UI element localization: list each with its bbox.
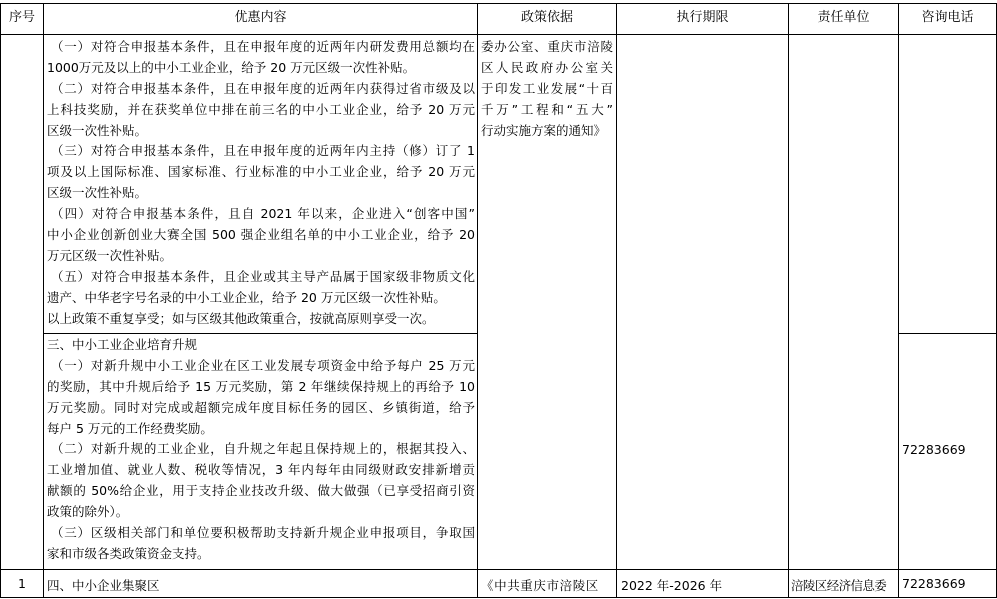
basis-line: 于印发工业发展“十百 <box>481 80 613 96</box>
text-line: 区级一次性补贴。 <box>47 185 148 201</box>
text-line: 中小企业创新创业大赛全国 500 强企业组名单的中小工业企业，给予 20 <box>47 227 475 243</box>
row1-content: 四、中小企业集聚区 <box>47 578 160 593</box>
header-phone: 咨询电话 <box>921 10 974 25</box>
text-line: （五）对符合申报基本条件，且企业或其主导产品属于国家级非物质文化 <box>51 268 475 284</box>
col-divider <box>0 3 1 598</box>
row-divider <box>0 569 997 570</box>
col-divider <box>43 3 44 598</box>
text-line: 万元区级一次性补贴。 <box>47 247 173 263</box>
text-line: 献额的 50%给企业，用于支持企业技改升级、做大做强（已享受招商引资 <box>47 483 475 499</box>
text-line: 家和市级各类政策资金支持。 <box>47 545 210 561</box>
text-line: 区级一次性补贴。 <box>47 122 148 138</box>
text-line: 政策的除外）。 <box>47 504 129 520</box>
col-divider <box>616 3 617 598</box>
basis-line: 千万”工程和“五大” <box>481 101 613 117</box>
text-line: 以上政策不重复享受；如与区级其他政策重合，按就高原则享受一次。 <box>47 310 435 326</box>
text-line: （三）对符合申报基本条件，且在申报年度的近两年内主持（修）订了 1 <box>51 143 475 159</box>
text-line: 上科技奖励，并在获奖单位中排在前三名的中小工业企业，给予 20 万元 <box>47 101 475 117</box>
row1-period: 2022 年-2026 年 <box>621 578 723 593</box>
text-line: 三、中小工业企业培育升规 <box>47 337 198 352</box>
header-divider <box>0 34 997 35</box>
col-divider <box>477 3 478 598</box>
row1-phone: 72283669 <box>902 576 966 591</box>
basis-line: 区人民政府办公室关 <box>481 59 613 75</box>
text-line: 工业增加值、就业人数、税收等情况，3 年内每年由同级财政安排新增贡 <box>47 462 475 478</box>
basis-line: 行动实施方案的通知》 <box>481 122 607 138</box>
text-line: （四）对符合申报基本条件，且自 2021 年以来，企业进入“创客中国” <box>51 206 475 222</box>
text-line: 每户 5 万元的工作经费奖励。 <box>47 420 213 436</box>
col-divider <box>788 3 789 598</box>
text-line: 1000万元及以上的中小工业企业，给予 20 万元区级一次性补贴。 <box>47 59 416 75</box>
policy-basis-text <box>481 37 613 141</box>
row1-unit: 涪陵区经济信息委 <box>791 578 887 593</box>
col-divider <box>898 3 899 598</box>
phone-section-2: 72283669 <box>902 442 966 457</box>
text-line: 的奖励，其中升规后给予 15 万元奖励，第 2 年继续保持规上的再给予 10 <box>47 378 475 394</box>
text-line: （一）对新升规中小工业企业在区工业发展专项资金中给予每户 25 万元 <box>51 357 475 373</box>
text-line: （三）区级相关部门和单位要积极帮助支持新升规企业申报项目，争取国 <box>51 525 475 541</box>
text-line: 项及以上国际标准、国家标准、行业标准的中小工业企业，给予 20 万元 <box>47 164 475 180</box>
row-divider <box>898 333 997 334</box>
content-section-1 <box>47 37 475 329</box>
header-basis: 政策依据 <box>520 10 573 25</box>
table-border-bottom <box>0 597 997 598</box>
basis-line: 委办公室、重庆市涪陵 <box>481 39 613 54</box>
row1-seq: 1 <box>18 576 26 591</box>
header-seq: 序号 <box>8 10 35 25</box>
row-divider <box>43 333 477 334</box>
text-line: 遗产、中华老字号名录的中小工业企业，给予 20 万元区级一次性补贴。 <box>47 289 446 305</box>
header-unit: 责任单位 <box>817 10 870 25</box>
text-line: （一）对符合申报基本条件，且在申报年度的近两年内研发费用总额均在 <box>51 39 475 54</box>
text-line: （二）对新升规的工业企业，自升规之年起且保持规上的，根据其投入、 <box>51 441 475 457</box>
header-period: 执行期限 <box>676 10 729 25</box>
row1-basis: 《中共重庆市涪陵区 <box>481 578 599 593</box>
header-content: 优惠内容 <box>234 10 287 25</box>
content-section-2 <box>47 335 475 565</box>
text-line: 万元奖励。同时对完成或超额完成年度目标任务的园区、乡镇街道，给予 <box>47 399 475 415</box>
text-line: （二）对符合申报基本条件，且在申报年度的近两年内获得过省市级及以 <box>51 80 475 96</box>
